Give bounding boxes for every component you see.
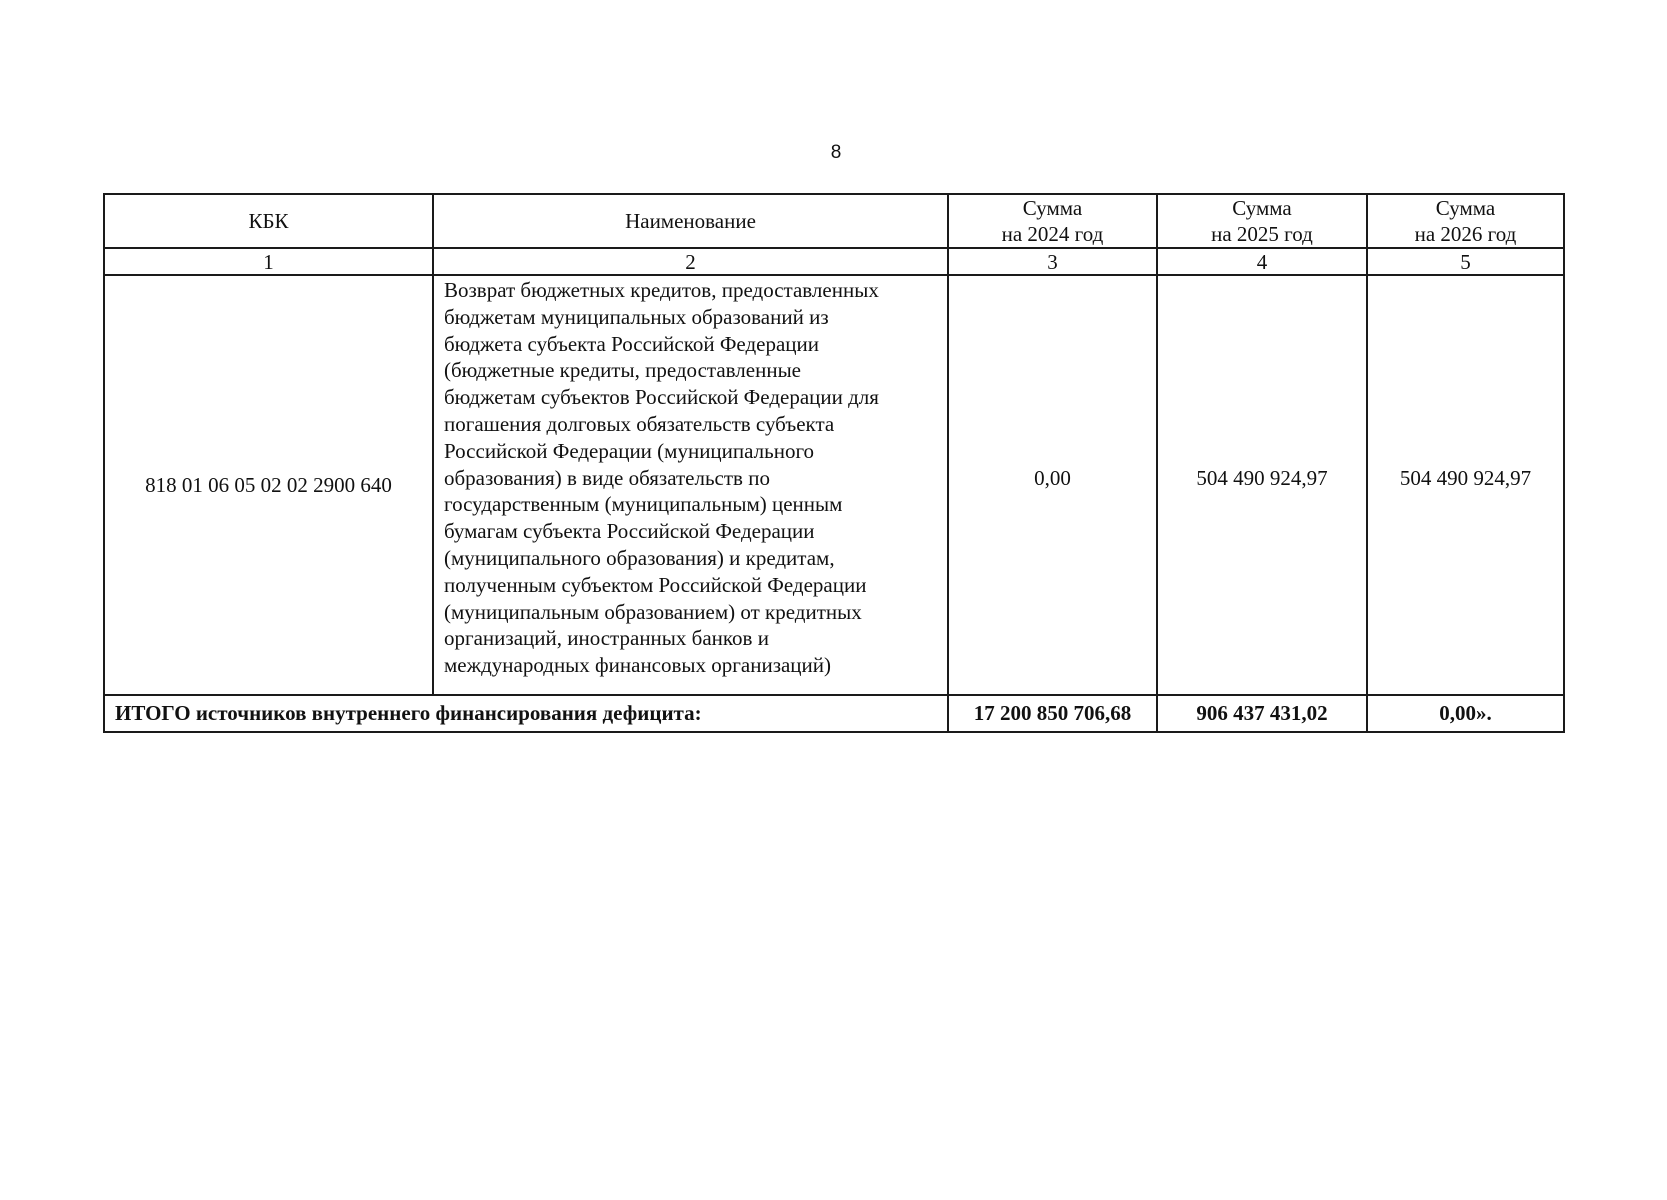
item-name-line: (бюджетные кредиты, предоставленные xyxy=(444,358,801,383)
header-sum-2026-line2: на 2026 год xyxy=(1414,222,1517,246)
column-number-row xyxy=(104,248,1564,275)
column-number-1: 1 xyxy=(104,248,433,275)
item-name-line: бюджетам муниципальных образований из xyxy=(444,304,829,329)
header-sum-2025 xyxy=(1157,194,1367,248)
header-sum-2024 xyxy=(948,194,1157,248)
item-name-line: полученным субъектом Российской Федерации xyxy=(444,572,867,597)
item-name-cell xyxy=(433,275,948,695)
item-name-line: (муниципального образования) и кредитам, xyxy=(444,545,835,570)
kbk-code-cell: 818 01 06 05 02 02 2900 640 xyxy=(104,275,433,695)
total-sum-2026: 0,00». xyxy=(1367,695,1564,732)
column-number-5: 5 xyxy=(1367,248,1564,275)
item-name-line: бюджета субъекта Российской Федерации xyxy=(444,331,820,356)
sources-financing-table xyxy=(103,193,1565,733)
sum-2025-cell: 504 490 924,97 xyxy=(1157,275,1367,695)
item-name-line: Российской Федерации (муниципального xyxy=(444,438,815,463)
total-sum-2025: 906 437 431,02 xyxy=(1157,695,1367,732)
header-sum-2026 xyxy=(1367,194,1564,248)
item-name-line: организаций, иностранных банков и xyxy=(444,626,769,651)
table-row xyxy=(104,275,1564,695)
header-sum-2025-line2: на 2025 год xyxy=(1211,222,1313,246)
item-name-line: Возврат бюджетных кредитов, предоставленных xyxy=(444,278,879,302)
item-name-line: международных финансовых организаций) xyxy=(444,653,832,678)
total-sum-2024: 17 200 850 706,68 xyxy=(948,695,1157,732)
column-number-2: 2 xyxy=(433,248,948,275)
item-name-line: (муниципальным образованием) от кредитных xyxy=(444,599,862,624)
header-name: Наименование xyxy=(433,194,948,248)
total-label: ИТОГО источников внутреннего финансирования дефицита: xyxy=(104,695,948,732)
header-sum-2024-line2: на 2024 год xyxy=(1001,222,1104,246)
sum-2026-cell: 504 490 924,97 xyxy=(1367,275,1564,695)
total-row xyxy=(104,695,1564,732)
header-sum-2024-line1: Сумма xyxy=(1022,196,1083,220)
column-number-4: 4 xyxy=(1157,248,1367,275)
page-number: 8 xyxy=(830,142,842,163)
header-kbk: КБК xyxy=(104,194,433,248)
item-name-line: бюджетам субъектов Российской Федерации для xyxy=(444,385,879,410)
column-number-3: 3 xyxy=(948,248,1157,275)
item-name-line: погашения долговых обязательств субъекта xyxy=(444,411,835,436)
header-sum-2025-line1: Сумма xyxy=(1232,196,1292,220)
item-name-line: образования) в виде обязательств по xyxy=(444,465,770,490)
item-name-line: бумагам субъекта Российской Федерации xyxy=(444,519,815,544)
table-header-row xyxy=(104,194,1564,248)
item-name-line: государственным (муниципальным) ценным xyxy=(444,492,843,517)
sum-2024-cell: 0,00 xyxy=(948,275,1157,695)
header-sum-2026-line1: Сумма xyxy=(1435,196,1496,220)
